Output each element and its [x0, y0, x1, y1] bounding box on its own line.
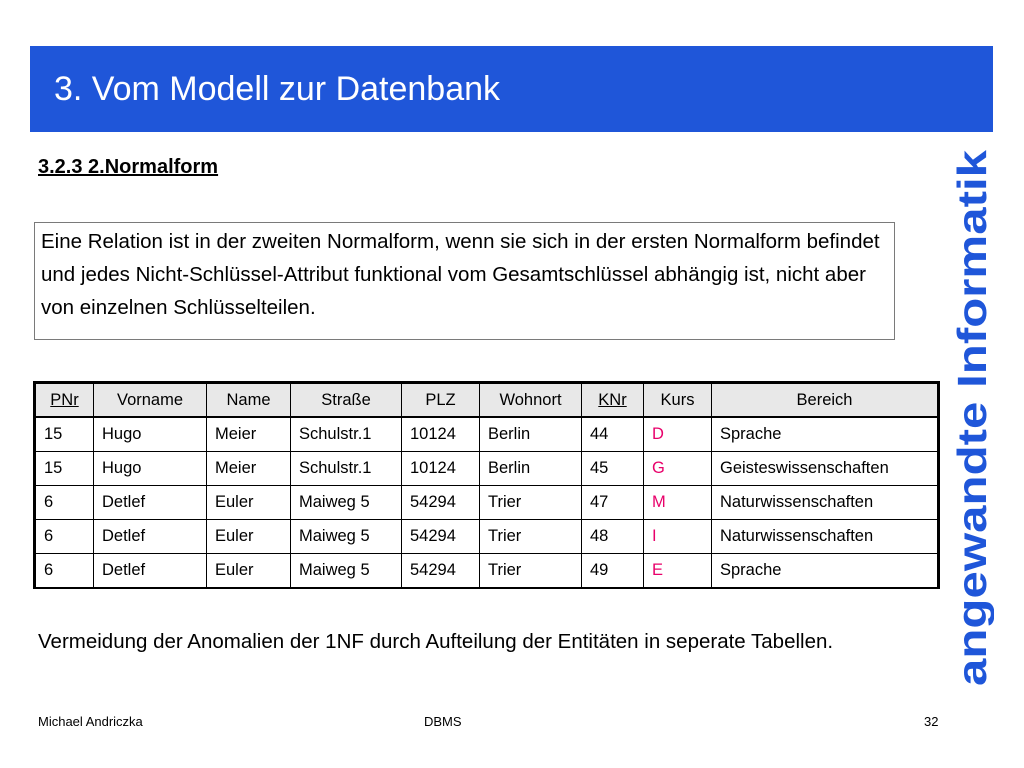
- cell-vorname: Detlef: [94, 486, 207, 520]
- cell-knr: 45: [582, 452, 644, 486]
- header-knr: KNr: [582, 384, 644, 418]
- cell-vorname: Hugo: [94, 452, 207, 486]
- cell-bereich: Naturwissenschaften: [712, 520, 938, 554]
- header-pnr: PNr: [36, 384, 94, 418]
- footer-page-number: 32: [924, 714, 939, 729]
- cell-bereich: Geisteswissenschaften: [712, 452, 938, 486]
- footer-course: DBMS: [424, 714, 462, 729]
- table-row: [36, 486, 938, 520]
- table-header-row: [36, 384, 938, 418]
- cell-wohnort: Berlin: [480, 452, 582, 486]
- table-row: [36, 554, 938, 588]
- relation-table-wrapper: [33, 381, 940, 589]
- cell-bereich: Naturwissenschaften: [712, 486, 938, 520]
- cell-name: Euler: [207, 554, 291, 588]
- cell-pnr: 15: [36, 417, 94, 452]
- cell-knr: 48: [582, 520, 644, 554]
- cell-bereich: Sprache: [712, 417, 938, 452]
- cell-pnr: 6: [36, 520, 94, 554]
- cell-strasse: Maiweg 5: [291, 520, 402, 554]
- relation-table: [35, 383, 938, 588]
- cell-kurs: G: [644, 452, 712, 486]
- cell-name: Meier: [207, 452, 291, 486]
- header-strasse: Straße: [291, 384, 402, 418]
- cell-kurs: D: [644, 417, 712, 452]
- cell-plz: 54294: [402, 486, 480, 520]
- cell-plz: 10124: [402, 452, 480, 486]
- table-row: [36, 520, 938, 554]
- header-bereich: Bereich: [712, 384, 938, 418]
- cell-strasse: Maiweg 5: [291, 554, 402, 588]
- cell-strasse: Maiweg 5: [291, 486, 402, 520]
- cell-name: Euler: [207, 520, 291, 554]
- cell-strasse: Schulstr.1: [291, 417, 402, 452]
- cell-kurs: M: [644, 486, 712, 520]
- cell-knr: 44: [582, 417, 644, 452]
- slide-title: 3. Vom Modell zur Datenbank: [54, 70, 501, 108]
- table-row: [36, 417, 938, 452]
- header-wohnort: Wohnort: [480, 384, 582, 418]
- cell-pnr: 6: [36, 554, 94, 588]
- cell-bereich: Sprache: [712, 554, 938, 588]
- cell-kurs: I: [644, 520, 712, 554]
- footer-author: Michael Andriczka: [38, 714, 143, 729]
- header-plz: PLZ: [402, 384, 480, 418]
- cell-plz: 54294: [402, 520, 480, 554]
- cell-vorname: Detlef: [94, 554, 207, 588]
- cell-knr: 49: [582, 554, 644, 588]
- definition-box: Eine Relation ist in der zweiten Normalform, wenn sie sich in der ersten Normalform befindet und jedes Nicht-Schlüssel-Attribut funktional vom Gesamtschlüssel abhängig ist, nicht aber von einzelnen Schlüsselteilen.: [34, 222, 895, 340]
- cell-wohnort: Berlin: [480, 417, 582, 452]
- header-kurs: Kurs: [644, 384, 712, 418]
- header-name: Name: [207, 384, 291, 418]
- table-row: [36, 452, 938, 486]
- side-logo: [950, 146, 994, 690]
- cell-vorname: Detlef: [94, 520, 207, 554]
- cell-plz: 10124: [402, 417, 480, 452]
- section-heading: 3.2.3 2.Normalform: [38, 156, 219, 178]
- cell-knr: 47: [582, 486, 644, 520]
- header-vorname: Vorname: [94, 384, 207, 418]
- cell-strasse: Schulstr.1: [291, 452, 402, 486]
- cell-wohnort: Trier: [480, 520, 582, 554]
- cell-vorname: Hugo: [94, 417, 207, 452]
- angewandte-informatik-logo: [950, 146, 994, 690]
- cell-wohnort: Trier: [480, 554, 582, 588]
- side-logo-text: angewandte Informatik: [950, 239, 994, 686]
- cell-name: Meier: [207, 417, 291, 452]
- cell-pnr: 6: [36, 486, 94, 520]
- cell-name: Euler: [207, 486, 291, 520]
- cell-pnr: 15: [36, 452, 94, 486]
- conclusion-text: Vermeidung der Anomalien der 1NF durch Aufteilung der Entitäten in seperate Tabellen.: [38, 630, 834, 653]
- cell-plz: 54294: [402, 554, 480, 588]
- cell-kurs: E: [644, 554, 712, 588]
- cell-wohnort: Trier: [480, 486, 582, 520]
